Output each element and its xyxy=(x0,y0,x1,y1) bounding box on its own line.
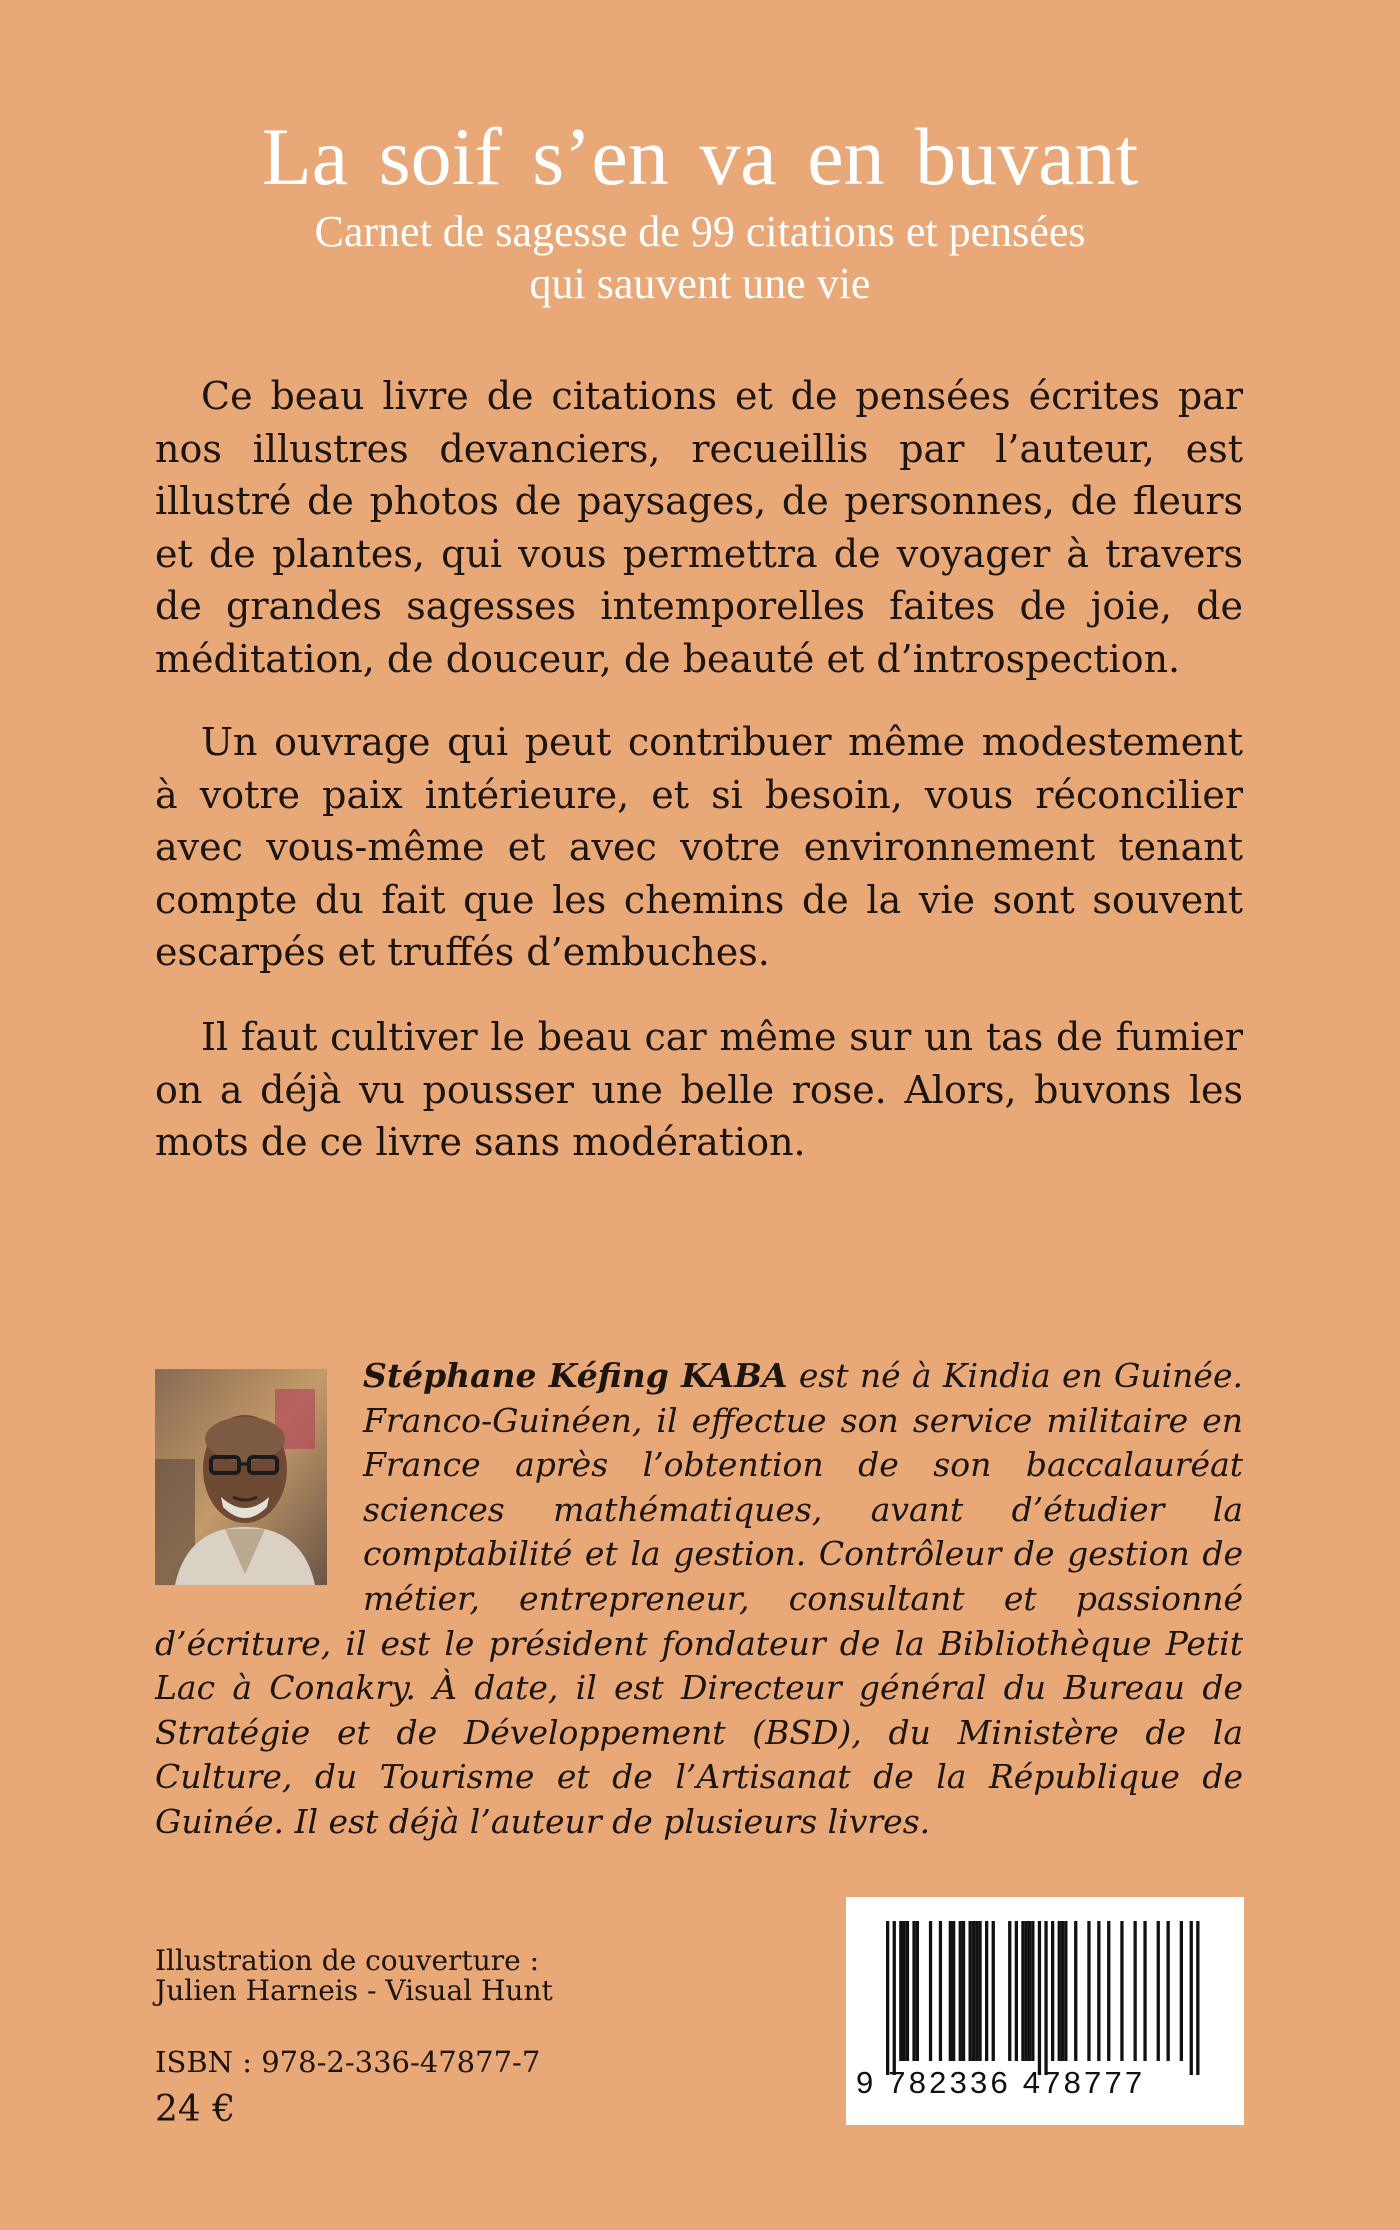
barcode-bar xyxy=(959,1921,962,2061)
barcode-bar xyxy=(906,1921,909,2061)
blurb-paragraph-3: Il faut cultiver le beau car même sur un tas de fumier on a déjà vu pousser une belle rose. Alors, buvons les mots de ce livre sans modération. xyxy=(155,1015,1243,1164)
price: 24 € xyxy=(155,2089,236,2130)
barcode-bar xyxy=(1190,1921,1193,2075)
barcode-bar xyxy=(1107,1921,1110,2061)
barcode-bar xyxy=(1064,1921,1067,2061)
barcode-bar xyxy=(1097,1921,1100,2061)
barcode-bar xyxy=(939,1921,942,2061)
barcode-bar xyxy=(1021,1921,1024,2061)
barcode-bar xyxy=(1074,1921,1077,2061)
barcode-bar xyxy=(949,1921,952,2061)
barcode-bar xyxy=(929,1921,932,2061)
barcode xyxy=(846,1897,1244,2125)
author-name: Stéphane Kéfing KABA xyxy=(363,1356,788,1395)
barcode-bar xyxy=(1031,1921,1034,2061)
barcode-bar xyxy=(1028,1921,1031,2061)
barcode-bar xyxy=(1143,1921,1146,2061)
barcode-bar xyxy=(1134,1921,1137,2061)
barcode-bar xyxy=(1025,1921,1028,2061)
barcode-bar xyxy=(978,1921,981,2061)
barcode-bar xyxy=(893,1921,896,2075)
barcode-bar xyxy=(975,1921,978,2061)
blurb-paragraph-2: Un ouvrage qui peut contribuer même modestement à votre paix intérieure, et si besoin, vous réconcilier avec vous-même et avec votre environnement tenant compte du fait que les chemins de la vie sont souvent escarpés et truffés d’embuches. xyxy=(155,720,1243,974)
author-bio xyxy=(155,1354,1243,1845)
barcode-bar xyxy=(962,1921,965,2061)
credit-line-2: Julien Harneis - Visual Hunt xyxy=(155,1974,553,2007)
isbn: ISBN : 978-2-336-47877-7 xyxy=(155,2045,541,2079)
barcode-bar xyxy=(903,1921,906,2061)
barcode-bar xyxy=(969,1921,972,2061)
barcode-bar xyxy=(1008,1921,1011,2061)
barcode-bar xyxy=(985,1921,988,2061)
subtitle-line-1: Carnet de sagesse de 99 citations et pensées xyxy=(314,207,1086,256)
barcode-bar xyxy=(899,1921,902,2061)
barcode-bar xyxy=(1044,1921,1047,2075)
barcode-bar xyxy=(886,1921,889,2075)
author-photo xyxy=(155,1369,327,1585)
book-subtitle xyxy=(0,206,1400,310)
credit-line-1: Illustration de couverture : xyxy=(155,1944,540,1977)
barcode-bar xyxy=(952,1921,955,2061)
barcode-digits: 9 782336 478777 xyxy=(856,2065,1146,2100)
barcode-bar xyxy=(1157,1921,1160,2061)
barcode-bar xyxy=(1038,1921,1041,2075)
barcode-bar xyxy=(1058,1921,1061,2061)
barcode-bar xyxy=(1120,1921,1123,2061)
barcode-bar xyxy=(1180,1921,1183,2061)
barcode-bar xyxy=(1015,1921,1018,2061)
subtitle-line-2: qui sauvent une vie xyxy=(529,259,871,308)
barcode-bar xyxy=(1167,1921,1170,2061)
barcode-bar xyxy=(992,1921,995,2061)
blurb-paragraph-1: Ce beau livre de citations et de pensées écrites par nos illustres devanciers, recueillis par l’auteur, est illustré de photos de paysages, de personnes, de fleurs et de plantes, qui vous permettra de voyager à travers de grandes sagesses intemporelles faites de joie, de méditation, de douceur, de beauté et d’introspection. xyxy=(155,374,1243,681)
book-title: La soif s’en va en buvant xyxy=(261,111,1139,202)
barcode-bar xyxy=(916,1921,919,2061)
author-bio-text: est né à Kindia en Guinée. Franco-Guinéen, il effectue son service militaire en France après l’obtention de son baccalauréat sciences mathématiques, avant d’étudier la comptabilité et la gestion. Contrôleur de gestion de métier, entrepreneur, consultant et passionné d’écriture, il est le président fondateur de la Bibliothèque Petit Lac à Conakry. À date, il est Directeur général du Bureau de Stratégie et de Développement (BSD), du Ministère de la Culture, du Tourisme et de l’Artisanat de la République de Guinée. Il est déjà l’auteur de plusieurs livres. xyxy=(155,1356,1243,1841)
barcode-bar xyxy=(1087,1921,1090,2061)
barcode-bar xyxy=(1196,1921,1199,2075)
barcode-bar xyxy=(1061,1921,1064,2061)
barcode-bar xyxy=(912,1921,915,2061)
barcode-bar xyxy=(1051,1921,1054,2061)
illustration-credit xyxy=(155,1946,655,2006)
barcode-bar xyxy=(972,1921,975,2061)
